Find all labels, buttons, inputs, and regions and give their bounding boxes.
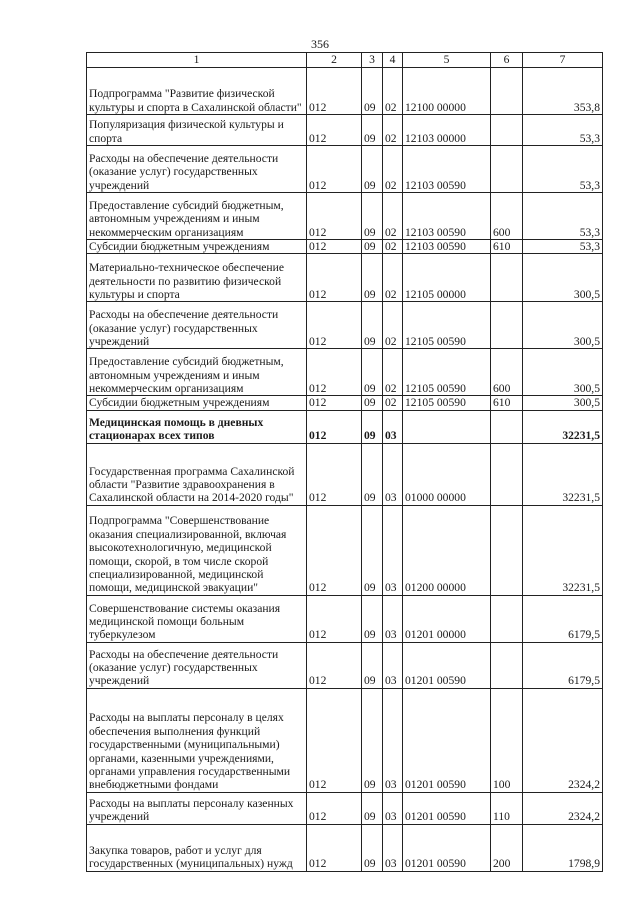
row-ministry-code: 012 (307, 824, 362, 871)
row-expense-type-code: 100 (491, 688, 523, 792)
row-expense-type-code (491, 254, 523, 302)
row-target-code: 12105 00590 (403, 396, 491, 410)
table-row (87, 688, 603, 792)
row-subsection-code: 02 (383, 349, 403, 396)
table-row (87, 193, 603, 240)
row-subsection-code: 03 (383, 595, 403, 642)
row-ministry-code: 012 (307, 302, 362, 349)
table-row (87, 254, 603, 302)
table-row (87, 505, 603, 595)
column-header: 5 (403, 53, 491, 68)
row-name: Субсидии бюджетным учреждениям (87, 240, 307, 254)
row-sum: 300,5 (523, 396, 603, 410)
row-ministry-code: 012 (307, 240, 362, 254)
row-ministry-code: 012 (307, 688, 362, 792)
row-target-code: 01000 00000 (403, 443, 491, 505)
row-expense-type-code (491, 642, 523, 688)
row-expense-type-code (491, 115, 523, 146)
row-sum: 32231,5 (523, 443, 603, 505)
column-header: 7 (523, 53, 603, 68)
row-ministry-code: 012 (307, 349, 362, 396)
table-row (87, 146, 603, 193)
row-subsection-code: 03 (383, 688, 403, 792)
row-subsection-code: 02 (383, 302, 403, 349)
table-row (87, 824, 603, 871)
row-name: Расходы на выплаты персоналу в целях обеспечения выполнения функций государственными (муниципальными) органами, казенными учреждениями, органами управления государственными внебюджетными фондами (87, 688, 307, 792)
row-sum: 353,8 (523, 68, 603, 115)
row-target-code: 01201 00000 (403, 595, 491, 642)
row-section-code: 09 (362, 824, 383, 871)
row-ministry-code: 012 (307, 642, 362, 688)
row-expense-type-code (491, 443, 523, 505)
row-sum: 53,3 (523, 115, 603, 146)
row-sum: 53,3 (523, 193, 603, 240)
row-name: Государственная программа Сахалинской области "Развитие здравоохранения в Сахалинской области на 2014-2020 годы" (87, 443, 307, 505)
row-sum: 6179,5 (523, 642, 603, 688)
row-ministry-code: 012 (307, 410, 362, 443)
row-ministry-code: 012 (307, 595, 362, 642)
row-target-code: 01201 00590 (403, 642, 491, 688)
row-section-code: 09 (362, 595, 383, 642)
row-subsection-code: 03 (383, 410, 403, 443)
row-target-code: 12103 00590 (403, 146, 491, 193)
row-target-code: 12105 00590 (403, 349, 491, 396)
table-row (87, 396, 603, 410)
table-row (87, 642, 603, 688)
row-name: Закупка товаров, работ и услуг для государственных (муниципальных) нужд (87, 824, 307, 871)
row-ministry-code: 012 (307, 193, 362, 240)
row-subsection-code: 03 (383, 792, 403, 824)
row-sum: 300,5 (523, 302, 603, 349)
column-header: 6 (491, 53, 523, 68)
row-ministry-code: 012 (307, 68, 362, 115)
row-section-code: 09 (362, 443, 383, 505)
row-section-code: 09 (362, 240, 383, 254)
row-subsection-code: 03 (383, 443, 403, 505)
row-subsection-code: 02 (383, 240, 403, 254)
table-row (87, 410, 603, 443)
row-expense-type-code: 610 (491, 240, 523, 254)
row-subsection-code: 03 (383, 505, 403, 595)
row-name: Расходы на обеспечение деятельности (оказание услуг) государственных учреждений (87, 146, 307, 193)
row-subsection-code: 02 (383, 396, 403, 410)
row-target-code: 01201 00590 (403, 688, 491, 792)
table-row (87, 792, 603, 824)
row-expense-type-code: 600 (491, 193, 523, 240)
row-name: Подпрограмма "Совершенствование оказания специализированной, включая высокотехнологичную, медицинской помощи, скорой, в том числе скорой специализированной, медицинской помощи, медицинской эвакуации" (87, 505, 307, 595)
row-expense-type-code (491, 68, 523, 115)
row-subsection-code: 02 (383, 193, 403, 240)
row-section-code: 09 (362, 410, 383, 443)
row-ministry-code: 012 (307, 254, 362, 302)
row-sum: 2324,2 (523, 688, 603, 792)
row-sum: 53,3 (523, 146, 603, 193)
row-sum: 300,5 (523, 254, 603, 302)
row-ministry-code: 012 (307, 505, 362, 595)
row-target-code: 12103 00590 (403, 240, 491, 254)
row-expense-type-code (491, 595, 523, 642)
row-target-code (403, 410, 491, 443)
column-header: 1 (87, 53, 307, 68)
row-name: Материально-техническое обеспечение деятельности по развитию физической культуры и спорта (87, 254, 307, 302)
row-expense-type-code: 610 (491, 396, 523, 410)
column-header: 4 (383, 53, 403, 68)
row-subsection-code: 02 (383, 146, 403, 193)
row-name: Расходы на выплаты персоналу казенных учреждений (87, 792, 307, 824)
row-target-code: 12103 00000 (403, 115, 491, 146)
budget-table (86, 52, 603, 872)
row-name: Предоставление субсидий бюджетным, автономным учреждениям и иным некоммерческим организациям (87, 193, 307, 240)
row-section-code: 09 (362, 68, 383, 115)
row-sum: 2324,2 (523, 792, 603, 824)
table-row (87, 302, 603, 349)
table-row (87, 240, 603, 254)
row-ministry-code: 012 (307, 115, 362, 146)
row-name: Субсидии бюджетным учреждениям (87, 396, 307, 410)
row-name: Подпрограмма "Развитие физической культуры и спорта в Сахалинской области" (87, 68, 307, 115)
row-section-code: 09 (362, 302, 383, 349)
row-ministry-code: 012 (307, 443, 362, 505)
row-section-code: 09 (362, 505, 383, 595)
row-target-code: 01201 00590 (403, 824, 491, 871)
row-expense-type-code (491, 146, 523, 193)
row-subsection-code: 02 (383, 115, 403, 146)
row-expense-type-code: 110 (491, 792, 523, 824)
row-section-code: 09 (362, 688, 383, 792)
table-row (87, 595, 603, 642)
row-ministry-code: 012 (307, 792, 362, 824)
row-subsection-code: 02 (383, 68, 403, 115)
row-target-code: 12105 00000 (403, 254, 491, 302)
row-section-code: 09 (362, 349, 383, 396)
row-sum: 53,3 (523, 240, 603, 254)
row-section-code: 09 (362, 396, 383, 410)
row-expense-type-code: 600 (491, 349, 523, 396)
row-target-code: 01200 00000 (403, 505, 491, 595)
row-name: Предоставление субсидий бюджетным, автономным учреждениям и иным некоммерческим организациям (87, 349, 307, 396)
table-row (87, 68, 603, 115)
page-number: 356 (311, 37, 329, 51)
row-name: Медицинская помощь в дневных стационарах всех типов (87, 410, 307, 443)
column-header: 3 (362, 53, 383, 68)
row-subsection-code: 03 (383, 642, 403, 688)
row-section-code: 09 (362, 254, 383, 302)
row-section-code: 09 (362, 193, 383, 240)
row-sum: 1798,9 (523, 824, 603, 871)
row-sum: 32231,5 (523, 410, 603, 443)
row-ministry-code: 012 (307, 396, 362, 410)
table-row (87, 349, 603, 396)
row-subsection-code: 03 (383, 824, 403, 871)
row-name: Расходы на обеспечение деятельности (оказание услуг) государственных учреждений (87, 302, 307, 349)
row-ministry-code: 012 (307, 146, 362, 193)
row-expense-type-code (491, 505, 523, 595)
row-target-code: 01201 00590 (403, 792, 491, 824)
row-expense-type-code (491, 410, 523, 443)
row-section-code: 09 (362, 792, 383, 824)
row-sum: 300,5 (523, 349, 603, 396)
row-expense-type-code (491, 302, 523, 349)
column-header: 2 (307, 53, 362, 68)
row-name: Расходы на обеспечение деятельности (оказание услуг) государственных учреждений (87, 642, 307, 688)
row-target-code: 12105 00590 (403, 302, 491, 349)
row-expense-type-code: 200 (491, 824, 523, 871)
table-row (87, 443, 603, 505)
row-name: Совершенствование системы оказания медицинской помощи больным туберкулезом (87, 595, 307, 642)
row-section-code: 09 (362, 115, 383, 146)
row-target-code: 12103 00590 (403, 193, 491, 240)
row-sum: 32231,5 (523, 505, 603, 595)
table-row (87, 115, 603, 146)
row-name: Популяризация физической культуры и спорта (87, 115, 307, 146)
row-target-code: 12100 00000 (403, 68, 491, 115)
row-subsection-code: 02 (383, 254, 403, 302)
column-header-row (87, 53, 603, 68)
row-section-code: 09 (362, 642, 383, 688)
row-sum: 6179,5 (523, 595, 603, 642)
row-section-code: 09 (362, 146, 383, 193)
